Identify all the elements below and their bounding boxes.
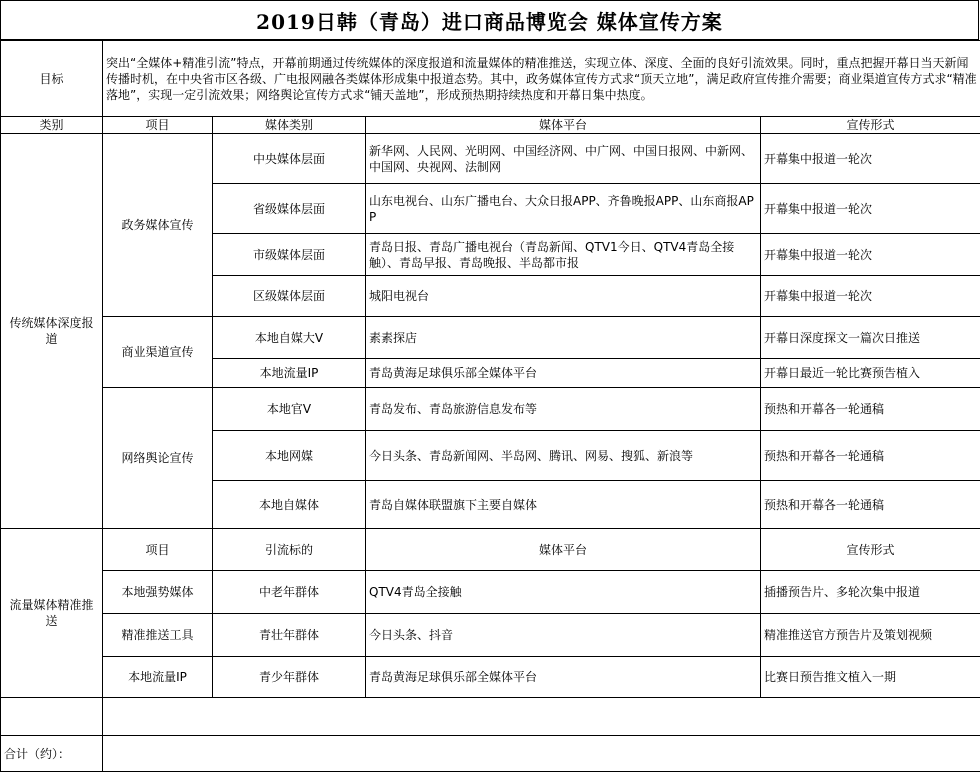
platform-cell[interactable]: 青岛日报、青岛广播电视台（青岛新闻、QTV1今日、QTV4青岛全接触）、青岛早报、青岛晚报、半岛都市报 [366,234,761,276]
form-cell[interactable]: 精准推送官方预告片及策划视频 [761,614,980,657]
media-type-cell[interactable]: 本地网媒 [213,431,366,481]
goal-text[interactable]: 突出“全媒体+精准引流”特点，开幕前期通过传统媒体的深度报道和流量媒体的精准推送，实现立体、深度、全面的良好引流效果。同时，重点把握开幕日当天新闻传播时机，在中央省市区各级、广电报网融各类媒体形成集中报道态势。其中，政务媒体宣传方式求“顶天立地”，满足政府宣传推介需要；商业渠道宣传方式求“精准落地”，实现一定引流效果；网络舆论宣传方式求“铺天盖地”，形成预热期持续热度和开幕日集中热度。 [103,41,980,117]
item-cell[interactable]: 本地流量IP [103,657,213,698]
platform-cell[interactable]: 今日头条、青岛新闻网、半岛网、腾讯、网易、搜狐、新浪等 [366,431,761,481]
form-cell[interactable]: 预热和开幕各一轮通稿 [761,388,980,431]
media-type-cell[interactable]: 省级媒体层面 [213,184,366,234]
table-row [1,317,980,359]
media-type-cell[interactable]: 中央媒体层面 [213,134,366,184]
platform-cell[interactable]: 青岛黄海足球俱乐部全媒体平台 [366,359,761,388]
form-cell[interactable]: 预热和开幕各一轮通稿 [761,431,980,481]
section2-category[interactable]: 流量媒体精准推送 [1,529,103,698]
empty-cell[interactable] [1,698,103,736]
form-cell[interactable]: 开幕集中报道一轮次 [761,234,980,276]
group-item[interactable]: 政务媒体宣传 [103,134,213,317]
table-row [1,134,980,184]
media-type-cell[interactable]: 本地官V [213,388,366,431]
table-row [1,571,980,614]
header-form[interactable]: 宣传形式 [761,529,980,571]
goal-row [1,41,980,117]
table-row [1,388,980,431]
header-media-type[interactable]: 媒体类别 [213,117,366,134]
platform-cell[interactable]: 素素探店 [366,317,761,359]
target-cell[interactable]: 青壮年群体 [213,614,366,657]
item-cell[interactable]: 精准推送工具 [103,614,213,657]
table-row [1,657,980,698]
platform-cell[interactable]: 城阳电视台 [366,276,761,317]
media-type-cell[interactable]: 本地自媒大V [213,317,366,359]
platform-cell[interactable]: 青岛黄海足球俱乐部全媒体平台 [366,657,761,698]
header-form[interactable]: 宣传形式 [761,117,980,134]
target-cell[interactable]: 中老年群体 [213,571,366,614]
total-value-cell[interactable] [103,736,980,772]
form-cell[interactable]: 开幕日最近一轮比赛预告植入 [761,359,980,388]
media-plan-table [0,40,980,772]
header-item[interactable]: 项目 [103,529,213,571]
group-item[interactable]: 商业渠道宣传 [103,317,213,388]
table-row [1,614,980,657]
header-platform[interactable]: 媒体平台 [366,529,761,571]
platform-cell[interactable]: 青岛发布、青岛旅游信息发布等 [366,388,761,431]
media-type-cell[interactable]: 市级媒体层面 [213,234,366,276]
form-cell[interactable]: 开幕集中报道一轮次 [761,134,980,184]
form-cell[interactable]: 开幕集中报道一轮次 [761,184,980,234]
platform-cell[interactable]: 青岛自媒体联盟旗下主要自媒体 [366,481,761,529]
media-type-cell[interactable]: 区级媒体层面 [213,276,366,317]
platform-cell[interactable]: 今日头条、抖音 [366,614,761,657]
header-row [1,529,980,571]
header-target[interactable]: 引流标的 [213,529,366,571]
total-row [1,736,980,772]
target-cell[interactable]: 青少年群体 [213,657,366,698]
platform-cell[interactable]: 新华网、人民网、光明网、中国经济网、中广网、中国日报网、中新网、中国网、央视网、法制网 [366,134,761,184]
empty-cell[interactable] [103,698,980,736]
group-item[interactable]: 网络舆论宣传 [103,388,213,529]
section1-category[interactable]: 传统媒体深度报道 [1,134,103,529]
media-type-cell[interactable]: 本地自媒体 [213,481,366,529]
page-title: 2019日韩（青岛）进口商品博览会 媒体宣传方案 [0,0,979,40]
form-cell[interactable]: 预热和开幕各一轮通稿 [761,481,980,529]
media-type-cell[interactable]: 本地流量IP [213,359,366,388]
header-row [1,117,980,134]
platform-cell[interactable]: QTV4青岛全接触 [366,571,761,614]
empty-row [1,698,980,736]
platform-cell[interactable]: 山东电视台、山东广播电台、大众日报APP、齐鲁晚报APP、山东商报APP [366,184,761,234]
item-cell[interactable]: 本地强势媒体 [103,571,213,614]
header-item[interactable]: 项目 [103,117,213,134]
header-platform[interactable]: 媒体平台 [366,117,761,134]
header-category[interactable]: 类别 [1,117,103,134]
form-cell[interactable]: 开幕日深度探文一篇次日推送 [761,317,980,359]
total-label[interactable]: 合计（约）： [1,736,103,772]
form-cell[interactable]: 插播预告片、多轮次集中报道 [761,571,980,614]
form-cell[interactable]: 比赛日预告推文植入一期 [761,657,980,698]
goal-label[interactable]: 目标 [1,41,103,117]
form-cell[interactable]: 开幕集中报道一轮次 [761,276,980,317]
